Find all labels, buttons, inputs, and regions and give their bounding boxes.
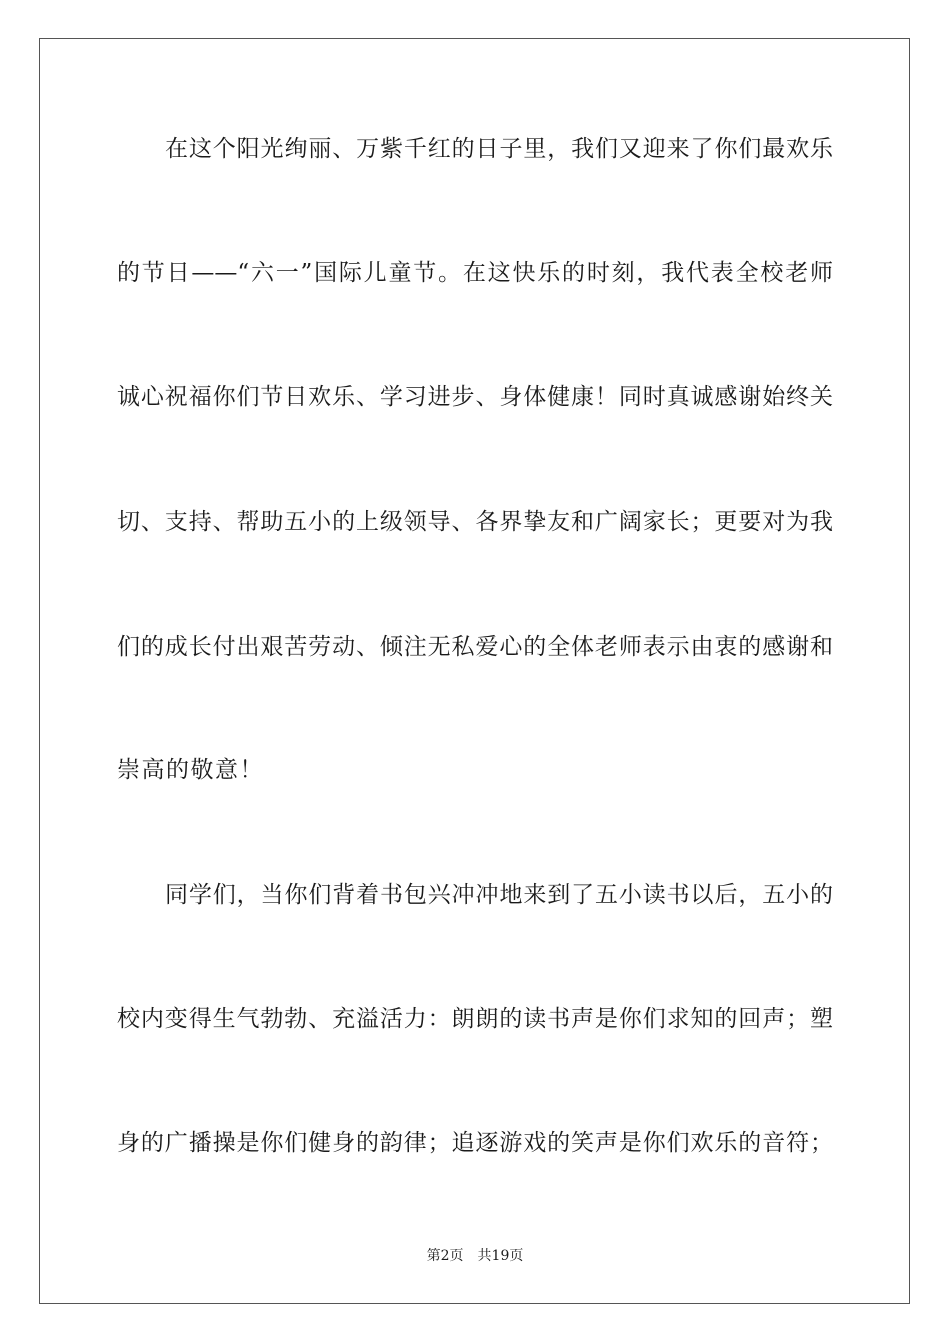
paragraph-1-line-4: 切、支持、帮助五小的上级领导、各界挚友和广阔家长；更要对为我: [117, 509, 833, 535]
page-total: 共19页: [477, 1248, 524, 1264]
paragraph-1-line-2: 的节日——“六一”国际儿童节。在这快乐的时刻，我代表全校老师: [117, 260, 833, 286]
page-number: 第2页: [426, 1248, 464, 1264]
page-footer: [0, 1247, 950, 1265]
paragraph-1-line-5: 们的成长付出艰苦劳动、倾注无私爱心的全体老师表示由衷的感谢和: [117, 634, 833, 660]
paragraph-1-line-3: 诚心祝福你们节日欢乐、学习进步、身体健康！同时真诚感谢始终关: [117, 384, 833, 410]
page-border: [39, 38, 910, 1304]
paragraph-1-line-6: 崇高的敬意！: [117, 757, 264, 783]
paragraph-1-line-1: 在这个阳光绚丽、万紫千红的日子里，我们又迎来了你们最欢乐: [165, 136, 833, 162]
paragraph-2-line-2: 校内变得生气勃勃、充溢活力：朗朗的读书声是你们求知的回声；塑: [117, 1006, 833, 1032]
paragraph-2-line-3: 身的广播操是你们健身的韵律；追逐游戏的笑声是你们欢乐的音符；: [117, 1130, 833, 1156]
paragraph-2-line-1: 同学们，当你们背着书包兴冲冲地来到了五小读书以后，五小的: [165, 882, 833, 908]
